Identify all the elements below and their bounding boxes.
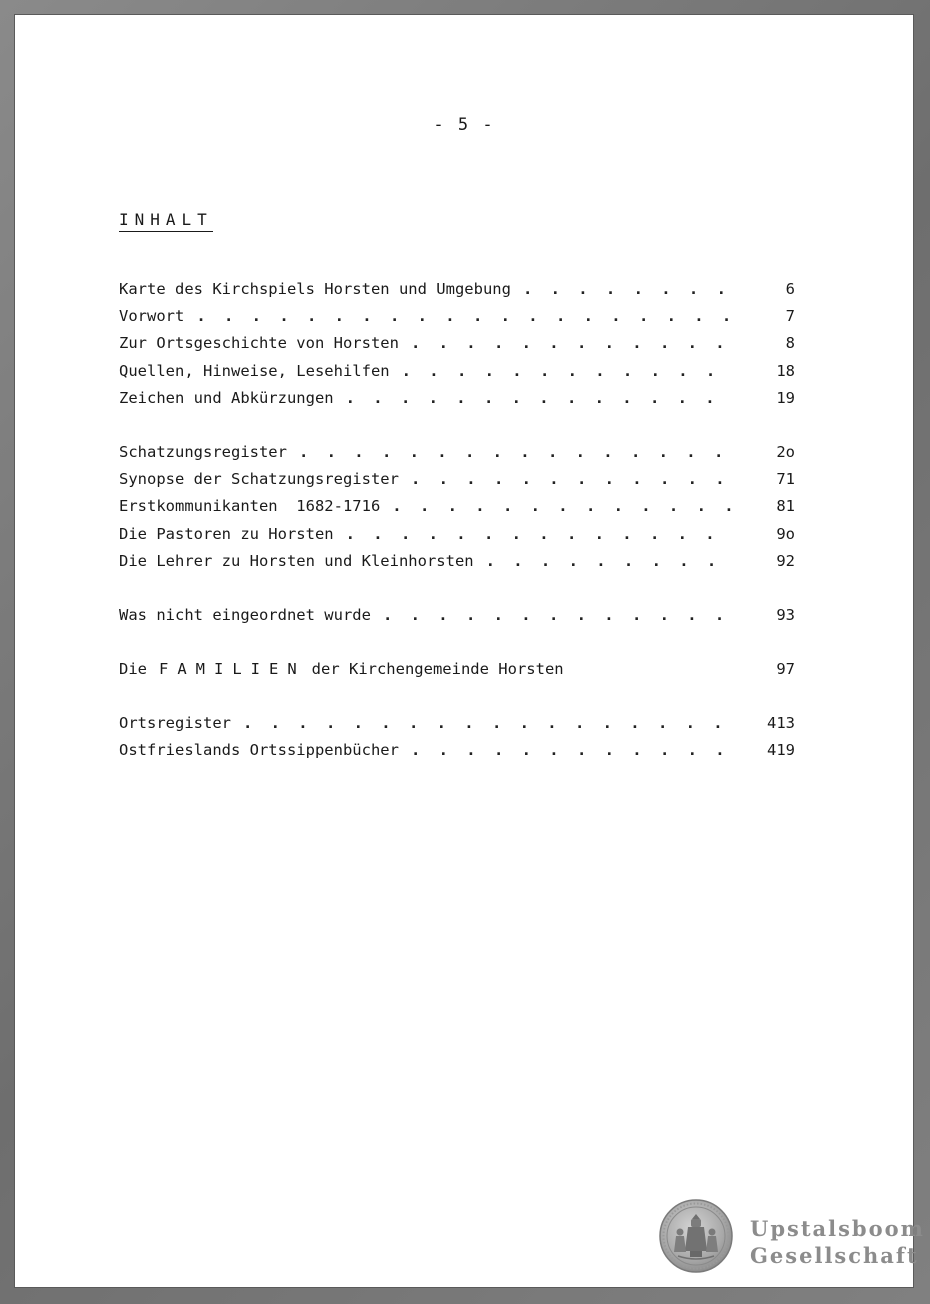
toc-entry-page: 7 bbox=[785, 307, 795, 326]
dot-leader bbox=[371, 606, 731, 624]
dot-leader bbox=[474, 552, 731, 570]
toc-entry[interactable] bbox=[119, 389, 795, 416]
toc-entry-page: 6 bbox=[785, 280, 795, 298]
toc-group bbox=[119, 714, 795, 768]
page-number: - 5 - bbox=[433, 115, 495, 135]
toc-entry-title: Synopse der Schatzungsregister bbox=[119, 470, 399, 489]
toc-entry-page: 19 bbox=[776, 388, 795, 407]
toc-entry-page: 413 bbox=[767, 714, 795, 733]
document-page bbox=[15, 15, 925, 1287]
toc-entry-title: Zur Ortsgeschichte von Horsten bbox=[119, 334, 399, 353]
publisher-brand bbox=[750, 1215, 925, 1269]
toc-entry-page: 9o bbox=[776, 524, 795, 543]
dot-leader bbox=[184, 307, 731, 325]
toc-entry[interactable] bbox=[119, 525, 795, 552]
toc-entry-title: Was nicht eingeordnet wurde bbox=[119, 605, 371, 624]
dot-leader bbox=[334, 525, 731, 543]
dot-leader bbox=[511, 280, 731, 298]
toc-group bbox=[119, 606, 795, 633]
toc-entry[interactable] bbox=[119, 307, 795, 334]
toc-entry-title: Ostfrieslands Ortssippenbücher bbox=[119, 741, 399, 760]
toc-group bbox=[119, 660, 795, 687]
toc-entry[interactable] bbox=[119, 443, 795, 470]
toc-entry[interactable] bbox=[119, 714, 795, 741]
toc-title-suffix: der Kirchengemeinde Horsten bbox=[311, 660, 564, 679]
dot-leader bbox=[334, 389, 731, 407]
toc-entry-title: Erstkommunikanten 1682-1716 bbox=[119, 497, 381, 516]
toc-entry-title: Die Pastoren zu Horsten bbox=[119, 524, 334, 543]
toc-entry[interactable] bbox=[119, 334, 795, 361]
toc-title-prefix: Die bbox=[119, 660, 147, 679]
dot-leader bbox=[287, 443, 731, 461]
toc-entry-page: 97 bbox=[776, 660, 795, 679]
toc-entry-title: Karte des Kirchspiels Horsten und Umgebung bbox=[119, 280, 511, 298]
dot-leader bbox=[399, 334, 731, 352]
page-heading: INHALT bbox=[119, 211, 213, 232]
toc-entry[interactable] bbox=[119, 741, 795, 768]
toc-entry-title: Schatzungsregister bbox=[119, 442, 287, 461]
brand-line-2: Gesellschaft bbox=[750, 1243, 919, 1268]
toc-title-emphasis: FAMILIEN bbox=[159, 660, 306, 679]
dot-leader bbox=[399, 741, 731, 759]
toc-entry-page: 8 bbox=[785, 334, 795, 353]
toc-entry-page: 71 bbox=[776, 470, 795, 489]
toc-entry-page: 93 bbox=[776, 605, 795, 624]
toc-entry-page: 81 bbox=[776, 497, 795, 516]
toc-entry-title bbox=[119, 660, 564, 678]
toc-entry-page: 419 bbox=[767, 741, 795, 760]
toc-entry[interactable] bbox=[119, 362, 795, 389]
toc-entry-page: 92 bbox=[776, 551, 795, 570]
toc-entry[interactable] bbox=[119, 606, 795, 633]
toc-entry[interactable] bbox=[119, 280, 795, 307]
brand-line-1: Upstalsboom bbox=[750, 1216, 925, 1241]
table-of-contents bbox=[119, 280, 795, 769]
toc-entry-title: Quellen, Hinweise, Lesehilfen bbox=[119, 361, 390, 380]
toc-entry[interactable] bbox=[119, 660, 795, 687]
dot-leader bbox=[380, 497, 731, 515]
toc-entry-title: Zeichen und Abkürzungen bbox=[119, 388, 334, 407]
dot-leader bbox=[399, 470, 731, 488]
toc-entry-page: 2o bbox=[776, 442, 795, 461]
toc-entry-page: 18 bbox=[776, 361, 795, 380]
toc-entry-title: Ortsregister bbox=[119, 714, 231, 733]
dot-leader bbox=[390, 362, 731, 380]
toc-group bbox=[119, 280, 795, 416]
toc-entry-title: Vorwort bbox=[119, 307, 185, 326]
toc-entry-title: Die Lehrer zu Horsten und Kleinhorsten bbox=[119, 551, 474, 570]
dot-leader bbox=[231, 714, 731, 732]
upstalsboom-seal-icon bbox=[658, 1198, 734, 1274]
toc-entry[interactable] bbox=[119, 470, 795, 497]
toc-entry[interactable] bbox=[119, 552, 795, 579]
toc-entry[interactable] bbox=[119, 497, 795, 524]
toc-group bbox=[119, 443, 795, 579]
